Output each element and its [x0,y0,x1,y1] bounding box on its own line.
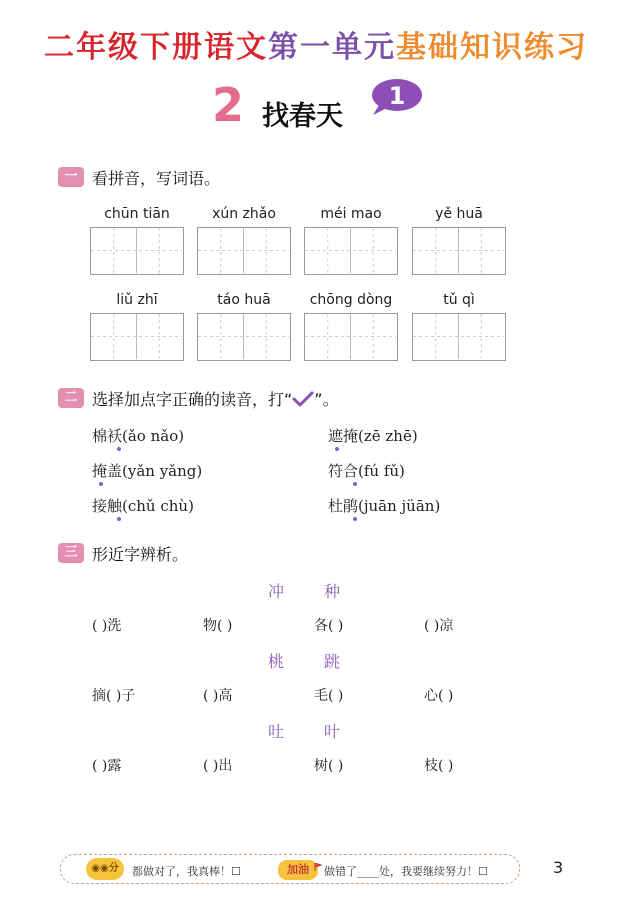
reading-option[interactable]: 遮掩(zē zhē) [328,427,418,445]
lesson-name: 找春天 [262,101,343,132]
char-pair-first: 桃 [268,652,285,671]
emphasis-dot [99,482,103,486]
pinyin-label: táo huā [217,292,271,308]
fill-blank[interactable]: 心( ) [424,688,454,704]
fill-blank[interactable]: ( )出 [203,758,233,774]
writing-grid[interactable] [304,227,398,275]
fill-blank[interactable]: 各( ) [314,618,344,634]
reading-option[interactable]: 杜鹃(juān jüān) [328,497,441,515]
writing-grid[interactable] [197,313,291,361]
reading-option[interactable]: 棉袄(ǎo nǎo) [92,427,185,445]
flag-icon [314,856,322,864]
pinyin-label: xún zhǎo [212,206,276,222]
pinyin-label: tǔ qì [443,292,475,308]
page-title [0,22,632,66]
jiayou-badge: 加油 [278,860,318,880]
emphasis-dot [353,482,357,486]
writing-grid[interactable] [90,313,184,361]
lesson-number: 2 [212,78,245,132]
emphasis-dot [353,517,357,521]
mistakes-text[interactable]: 做错了____处，我要继续努力！☐ [324,865,488,878]
char-pair-first: 冲 [268,582,285,601]
bubble-number: 1 [388,82,406,110]
section1-title: 看拼音，写词语。 [92,169,221,188]
page-number: 3 [553,858,564,877]
pinyin-label: yě huā [435,206,483,222]
title-practice: 基础知识练习 [396,30,588,65]
pinyin-label: méi mao [320,206,382,222]
emphasis-dot [335,447,339,451]
section3-badge: 三 [58,543,84,563]
fill-blank[interactable]: 毛( ) [314,688,344,704]
checkmark-icon [292,390,314,409]
pinyin-label: chōng dòng [309,292,393,308]
fill-blank[interactable]: ( )高 [203,688,233,704]
emphasis-dot [117,517,121,521]
fill-blank[interactable]: ( )凉 [424,618,454,634]
char-pair-second: 跳 [324,652,341,671]
fill-blank[interactable]: 物( ) [203,618,233,634]
score-badge-label: 分 [108,863,119,874]
title-grade: 二年级下册语文 [44,30,268,65]
section2-title-after: ”。 [314,390,339,409]
score-eyes-icon: ◉◉ [91,863,109,874]
section3-title: 形近字辨析。 [92,545,189,564]
score-badge [86,858,124,880]
title-unit: 第一单元 [268,30,396,65]
speech-bubble-icon [369,77,423,117]
emphasis-dot [117,447,121,451]
fill-blank[interactable]: ( )露 [92,758,122,774]
section1-badge: 一 [58,167,84,187]
section2-title-before: 选择加点字正确的读音，打“ [92,390,293,409]
writing-grid[interactable] [90,227,184,275]
writing-grid[interactable] [412,313,506,361]
section2-badge: 二 [58,388,84,408]
reading-option[interactable]: 掩盖(yǎn yǎng) [92,462,203,480]
pinyin-label: liǔ zhī [116,292,158,308]
char-pair-second: 种 [324,582,341,601]
writing-grid[interactable] [197,227,291,275]
all-correct-text[interactable]: 都做对了，我真棒！☐ [132,865,241,878]
reading-option[interactable]: 符合(fú fǔ) [328,462,405,480]
char-pair-first: 吐 [268,722,285,741]
fill-blank[interactable]: 摘( )子 [92,688,136,704]
char-pair-second: 叶 [324,722,341,741]
writing-grid[interactable] [304,313,398,361]
section2-title [92,387,339,410]
writing-grid[interactable] [412,227,506,275]
fill-blank[interactable]: 枝( ) [424,758,454,774]
fill-blank[interactable]: 树( ) [314,758,344,774]
fill-blank[interactable]: ( )洗 [92,618,122,634]
pinyin-label: chūn tiān [104,206,170,222]
reading-option[interactable]: 接触(chǔ chù) [92,497,194,515]
